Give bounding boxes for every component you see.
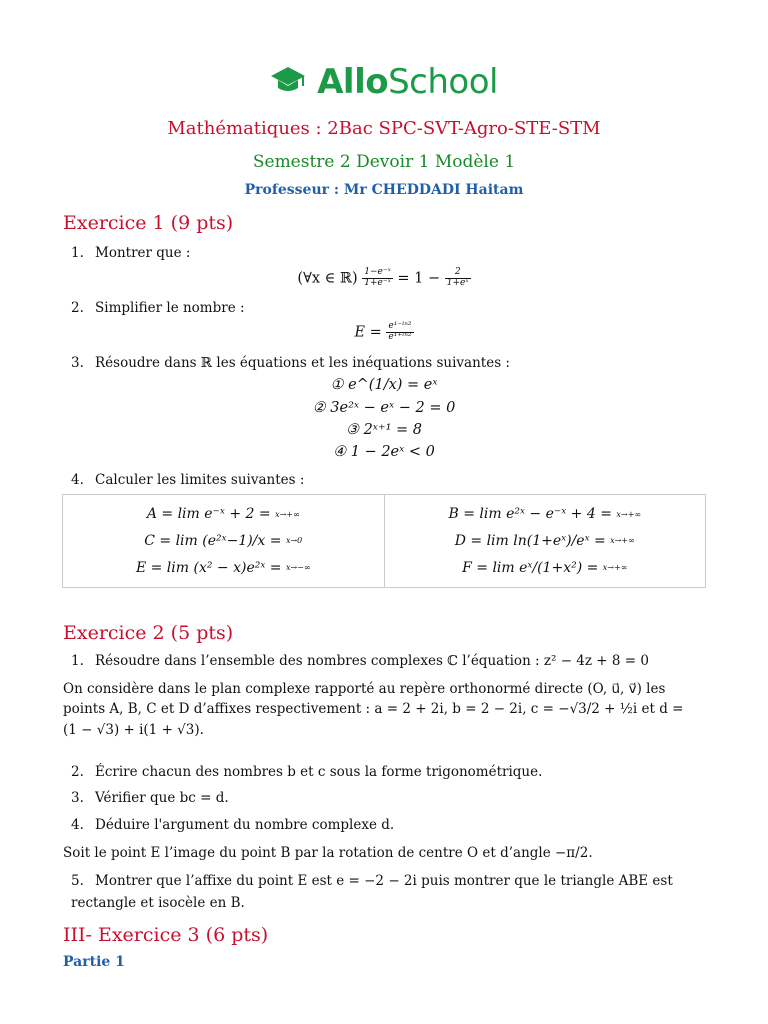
ex2-question-1: 1. Résoudre dans l’ensemble des nombres complexes ℂ l’équation : z² − 4z + 8 = 0 [71, 653, 649, 669]
exercise-1-title: Exercice 1 (9 pts) [63, 212, 234, 234]
limits-left-column [63, 495, 384, 587]
brand-regular: School [388, 62, 498, 102]
ex1-q1-text: Montrer que : [95, 245, 191, 261]
ex2-question-2: 2. Écrire chacun des nombres b et c sous la forme trigonométrique. [71, 764, 543, 780]
eq1-rhs: = 1 − [397, 270, 441, 287]
exercise-3-title: III- Exercice 3 (6 pts) [63, 924, 269, 946]
semester-title: Semestre 2 Devoir 1 Modèle 1 [252, 152, 516, 172]
eq-list-item: ① e^(1/x) = eˣ [330, 377, 438, 393]
eq-list-item: ③ 2ˣ⁺¹ = 8 [345, 422, 423, 438]
ex2-q3-text: Vérifier que bc = d. [95, 790, 229, 806]
limit-expression: D = lim ln(1+eˣ)/eˣ = x→+∞ [454, 532, 635, 549]
eq-list-item: ④ 1 − 2eˣ < 0 [333, 444, 435, 460]
limit-expression: F = lim eˣ/(1+x²) = x→+∞ [462, 559, 628, 576]
limit-expression: E = lim (x² − x)e²ˣ = x→−∞ [135, 559, 311, 576]
ex2-q1-text: Résoudre dans l’ensemble des nombres complexes ℂ l’équation : z² − 4z + 8 = 0 [95, 653, 649, 669]
ex1-equation-1: (∀x ∈ ℝ) $\frac{\text{1−e⁻ˣ}}{\text{1+e⁻ˣ}}$ = 1 − $\frac{2}{\text{1+eˣ}}$ [297, 267, 469, 288]
ex1-question-1: 1. Montrer que : [71, 245, 191, 261]
subject-title: Mathématiques : 2Bac SPC-SVT-Agro-STE-STM [167, 118, 601, 139]
ex1-q3-text: Résoudre dans ℝ les équations et les inéquations suivantes : [95, 355, 510, 371]
alloschool-logo [0, 62, 768, 102]
ex1-question-3: 3. Résoudre dans ℝ les équations et les inéquations suivantes : [71, 355, 510, 371]
limits-right-column [384, 495, 706, 587]
ex2-question-4: 4. Déduire l'argument du nombre complexe d. [71, 817, 395, 833]
eq-list-item: ② 3e²ˣ − eˣ − 2 = 0 [312, 400, 456, 416]
ex1-q2-text: Simplifier le nombre : [95, 300, 245, 316]
ex1-question-4: 4. Calculer les limites suivantes : [71, 472, 305, 488]
ex2-q2-text: Écrire chacun des nombres b et c sous la forme trigonométrique. [95, 764, 543, 780]
ex2-question-3: 3. Vérifier que bc = d. [71, 790, 229, 806]
limit-expression: C = lim (e²ˣ−1)/x = x→0 [144, 532, 303, 549]
teacher-name: Professeur : Mr CHEDDADI Haitam [244, 182, 524, 198]
partie-1-heading: Partie 1 [63, 954, 125, 970]
ex2-question-5: 5. Montrer que l’affixe du point E est e = −2 − 2i puis montrer que le triangle ABE est rectangle et isocèle en B. [71, 873, 673, 911]
limits-table [62, 494, 706, 588]
exercise-2-title: Exercice 2 (5 pts) [63, 622, 234, 644]
ex2-paragraph-2: Soit le point E l’image du point B par la rotation de centre O et d’angle −π/2. [63, 845, 593, 861]
e-lhs: E = [354, 324, 382, 341]
eq1-quantifier: (∀x ∈ ℝ) [297, 270, 358, 287]
brand-bold: Allo [317, 62, 389, 102]
ex2-q4-text: Déduire l'argument du nombre complexe d. [95, 817, 395, 833]
ex1-q4-text: Calculer les limites suivantes : [95, 472, 305, 488]
limit-expression: B = lim e²ˣ − e⁻ˣ + 4 = x→+∞ [448, 506, 641, 523]
ex2-q5-text: Montrer que l’affixe du point E est e = −2 − 2i puis montrer que le triangle ABE est rectangle et isocèle en B. [71, 873, 673, 911]
limit-expression: A = lim e⁻ˣ + 2 = x→+∞ [146, 506, 300, 523]
ex1-equation-E: E = $\frac{\text{e¹⁻ˡⁿ²}}{\text{e¹⁺ˡⁿ²}}$ [354, 321, 412, 342]
ex2-paragraph-1: On considère dans le plan complexe rapporté au repère orthonormé directe (O, u⃗, v⃗) les points A, B, C et D d’affixes respectivement : a = 2 + 2i, b = 2 − 2i, c = −√3/2 + ½i et d = (1 − √3) + i(1 + √3). [63, 681, 684, 738]
graduation-cap-icon [270, 65, 306, 99]
ex1-question-2: 2. Simplifier le nombre : [71, 300, 245, 316]
